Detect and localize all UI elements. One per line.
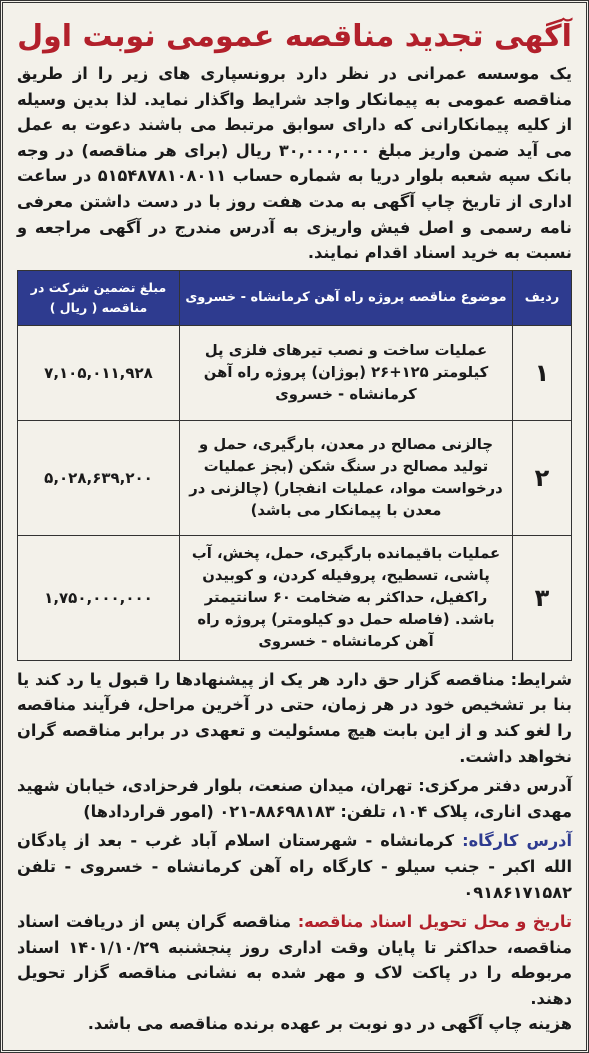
central-office-text: تهران، میدان صنعت، بلوار فرحزادی، خیابان شهید مهدی اناری، پلاک ۱۰۴، تلفن: ۸۸۶۹۸۱۸۳-۰۲۱ (امور قراردادها): [17, 776, 572, 821]
header-index: ردیف: [513, 270, 572, 325]
row-index: ۲: [513, 420, 572, 535]
workshop-paragraph: [17, 828, 572, 905]
header-subject: موضوع مناقصه پروژه راه آهن کرمانشاه - خسروی: [180, 270, 513, 325]
table-row: [18, 420, 572, 535]
tender-table: [17, 270, 572, 661]
row-amount: ۱,۷۵۰,۰۰۰,۰۰۰: [18, 535, 180, 660]
conditions-text: مناقصه گزار حق دارد هر یک از پیشنهادها را قبول یا رد کند یا بنا بر تشخیص خود در هر زمان، حتی در آخرین مراحل، فرآیند مناقصه را لغو کند و از این بابت هیچ مسئولیت و تعهدی در برابر مناقصه گران نخواهد داشت.: [17, 669, 572, 766]
table-header-row: [18, 270, 572, 325]
table-row: [18, 535, 572, 660]
row-amount: ۷,۱۰۵,۰۱۱,۹۲۸: [18, 325, 180, 420]
footer-note: هزینه چاپ آگهی در دو نوبت بر عهده برنده مناقصه می باشد.: [87, 1014, 572, 1034]
intro-paragraph: یک موسسه عمرانی در نظر دارد برونسپاری های زیر را از طریق مناقصه عمومی به پیمانکار واجد شرایط واگذار نماید. لذا بدین وسیله از کلیه پیمانکارانی که دارای سوابق مرتبط می باشند دعوت به عمل می آید ضمن واریز مبلغ ۳۰,۰۰۰,۰۰۰ ریال (برای هر مناقصه) در وجه بانک سپه شعبه بلوار دریا به شماره حساب ۵۱۵۴۸۷۸۱۰۸۰۱۱ در ساعت اداری از تاریخ چاپ آگهی به مدت هفت روز با در دست داشتن معرفی نامه رسمی و اصل فیش واریزی به آدرس مندرج در آگهی مراجعه و نسبت به خرید اسناد اقدام نمایند.: [17, 64, 572, 263]
conditions-label: شرایط:: [510, 669, 573, 689]
notice-title: آگهی تجدید مناقصه عمومی نوبت اول: [17, 19, 572, 54]
row-index: ۱: [513, 325, 572, 420]
delivery-text: مناقصه گران پس از دریافت اسناد مناقصه، حداکثر تا پایان وقت اداری روز پنجشنبه ۱۴۰۱/۱۰/۲۹ اسناد مربوطه را در پاکت لاک و مهر شده به نشانی مناقصه گزار تحویل دهند.: [17, 912, 572, 1008]
delivery-paragraph: [17, 909, 572, 1011]
table-row: [18, 325, 572, 420]
row-subject: عملیات ساخت و نصب تیرهای فلزی پل کیلومتر ۱۲۵+۲۶ (بوژان) پروژه راه آهن کرمانشاه - خسروی: [180, 325, 513, 420]
delivery-label: تاریخ و محل تحویل اسناد مناقصه:: [297, 912, 572, 932]
row-amount: ۵,۰۲۸,۶۳۹,۲۰۰: [18, 420, 180, 535]
header-amount: مبلغ تضمین شرکت در مناقصه ( ریال ): [18, 270, 180, 325]
row-subject: عملیات باقیمانده بارگیری، حمل، پخش، آب پاشی، تسطیح، پروفیله کردن، و کوبیدن راکفیل، حداکثر به ضخامت ۶۰ سانتیمتر باشد. (فاصله حمل دو کیلومتر) پروژه راه آهن کرمانشاه - خسروی: [180, 535, 513, 660]
row-subject: چالزنی مصالح در معدن، بارگیری، حمل و تولید مصالح در سنگ شکن (بجز عملیات درخواست مواد، عملیات انفجار) (چالزنی در معدن با پیمانکار می باشد): [180, 420, 513, 535]
central-office-paragraph: [17, 773, 572, 824]
workshop-text: کرمانشاه - شهرستان اسلام آباد غرب - بعد از پادگان الله اکبر - جنب سیلو - کارگاه راه آهن کرمانشاه - خسروی - تلفن ۰۹۱۸۶۱۷۱۵۸۲: [17, 831, 572, 902]
workshop-label: آدرس کارگاه:: [462, 831, 572, 851]
conditions-paragraph: [17, 667, 572, 769]
central-office-label: آدرس دفتر مرکزی:: [418, 776, 572, 796]
row-index: ۳: [513, 535, 572, 660]
